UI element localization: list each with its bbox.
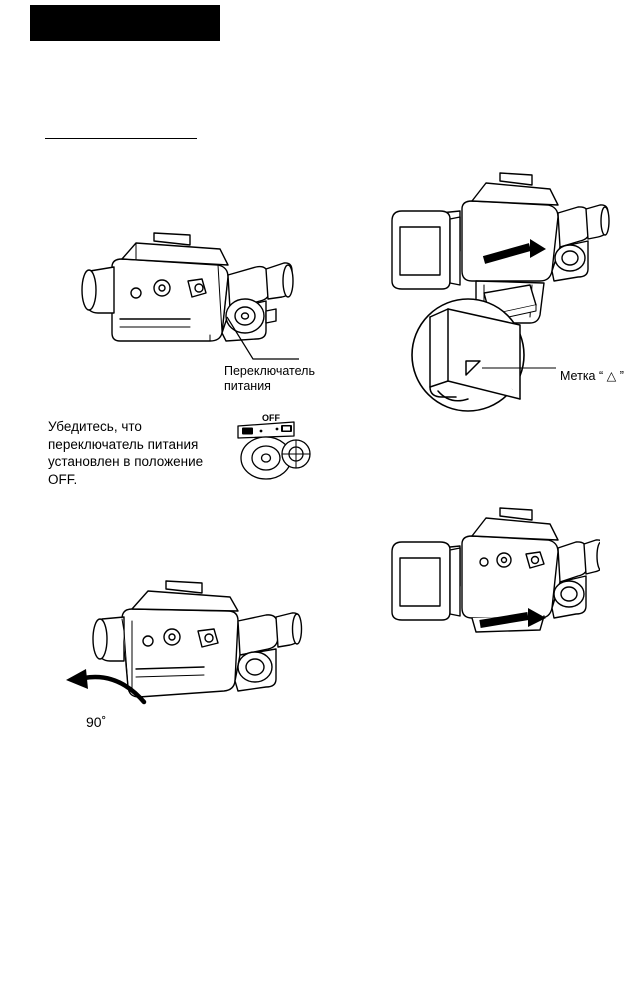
callout-mark-label: Метка “ △ ” bbox=[560, 369, 624, 383]
instruction-power-off-text: Убедитесь, что переключатель питания установлен в положение OFF. bbox=[48, 419, 204, 487]
dial-off-label: OFF bbox=[262, 413, 280, 423]
figure-power-switch-dial bbox=[236, 412, 314, 482]
angle-90-label: 90˚ bbox=[86, 714, 107, 730]
rotary-power-dial-icon bbox=[236, 412, 314, 482]
figure-close-cassette-compartment bbox=[380, 500, 600, 650]
section-rule bbox=[45, 138, 197, 139]
header-black-bar bbox=[30, 5, 220, 41]
camcorder-close-compartment-icon bbox=[380, 500, 600, 650]
curved-arrow-left-icon bbox=[62, 668, 148, 716]
figure-cassette-mark-detail bbox=[408, 295, 558, 415]
callout-power-switch-label: Переключатель питания bbox=[224, 364, 315, 393]
magnifier-detail-circle-icon bbox=[408, 295, 558, 415]
